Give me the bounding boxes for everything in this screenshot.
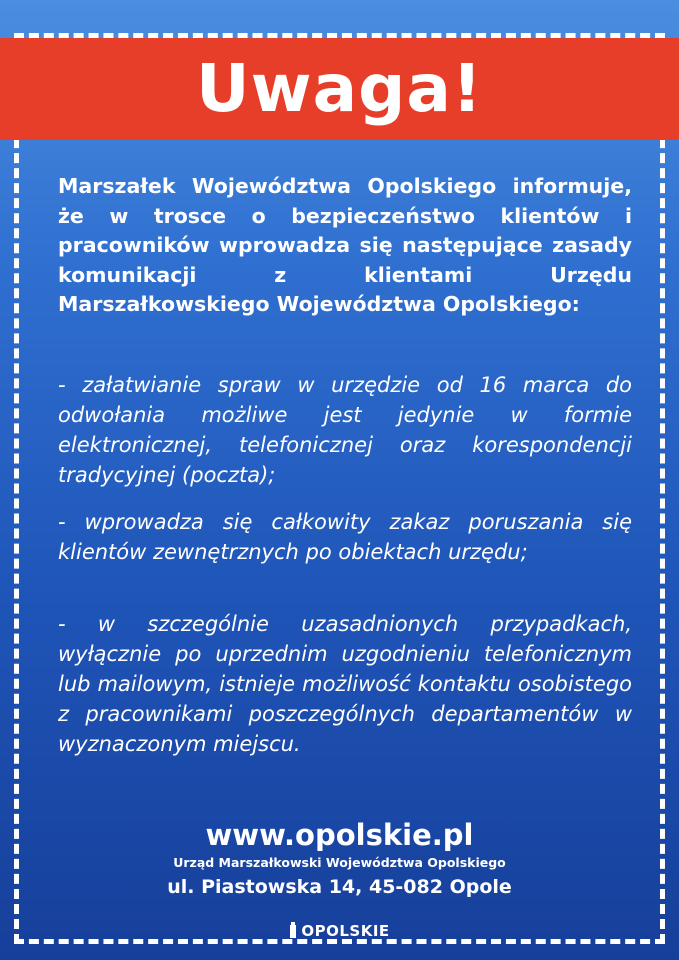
office-address: ul. Piastowska 14, 45-082 Opole	[167, 876, 512, 898]
rule-item: - w szczególnie uzasadnionych przypadkach, wyłącznie po uprzednim uzgodnieniu telefonicznym lub mailowym, istnieje możliwość kontaktu osobistego z pracownikami poszczególnych departamentów w wyznaczonym miejscu.	[58, 612, 632, 756]
page-title: Uwaga!	[196, 50, 483, 127]
rule-item: - wprowadza się całkowity zakaz poruszania się klientów zewnętrznych po obiektach urzędu;	[58, 510, 632, 564]
website-link[interactable]: www.opolskie.pl	[205, 818, 474, 852]
office-name: Urząd Marszałkowski Województwa Opolskiego	[173, 855, 506, 870]
logo-text: OPOLSKIE	[301, 922, 390, 940]
announcement-intro: Marszałek Województwa Opolskiego informuje, że w trosce o bezpieczeństwo klientów i pracowników wprowadza się następujące zasady komunikacji z klientami Urzędu Marszałkowskiego Województwa Opolskiego:	[58, 174, 632, 316]
rule-item: - załatwianie spraw w urzędzie od 16 marca do odwołania możliwe jest jedynie w formie elektronicznej, telefonicznej oraz korespondencji tradycyjnej (poczta);	[58, 373, 632, 487]
logo-tower-icon	[289, 922, 297, 938]
opolskie-logo	[0, 921, 679, 941]
